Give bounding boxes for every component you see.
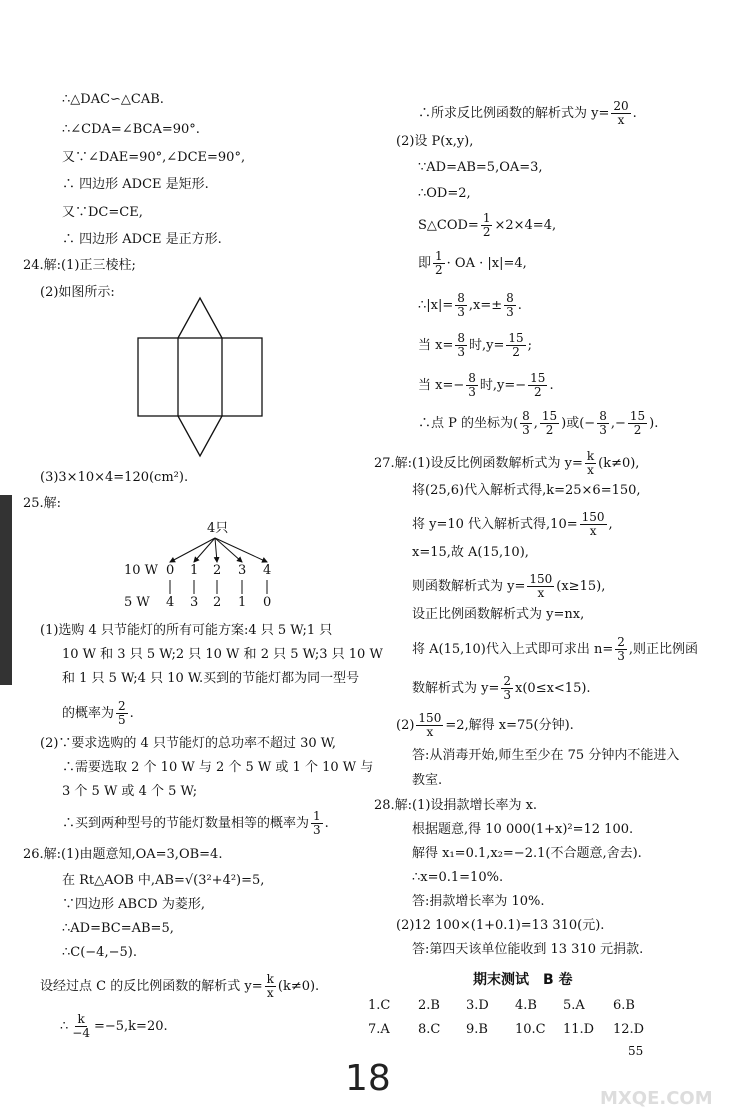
handwritten-number: 18 (345, 1058, 391, 1099)
answer-key: 11.D (563, 1022, 595, 1037)
text-line: 将(25,6)代入解析式得,k=25×6=150, (412, 483, 641, 498)
text-line: 设经过点 C 的反比例函数的解析式 y= $\frac{k}{x}$ (k≠0). (40, 972, 320, 1000)
text-line: ∴|x|= $\frac{8}{3}$ ,x=± $\frac{8}{3}$ . (418, 291, 522, 319)
text-line: 10 W 和 3 只 5 W;2 只 10 W 和 2 只 5 W;3 只 10 W (62, 647, 383, 662)
tree-row-label: 10 W (124, 563, 159, 578)
text-line: ∴需要选取 2 个 10 W 与 2 个 5 W 或 1 个 10 W 与 (62, 760, 374, 775)
page-number: 55 (628, 1044, 644, 1058)
text-line: 将 A(15,10)代入上式即可求出 n= $\frac{2}{3}$ ,则正比例函 (412, 635, 699, 663)
text-line: (2)设 P(x,y), (396, 134, 474, 149)
text-line: 数解析式为 y= $\frac{2}{3}$ x(0≤x<15). (412, 674, 591, 702)
text-line: ∴点 P 的坐标为( $\frac{8}{3}$ , $\frac{15}{2}$ )或(− $\frac{8}{3}$ ,− $\frac{15}{2}$ ). (418, 409, 659, 437)
answer-key: 3.D (466, 998, 489, 1013)
text-line: ∴C(−4,−5). (62, 945, 137, 960)
text-line: ∴∠CDA=∠BCA=90°. (62, 122, 200, 137)
prism-net-figure (130, 290, 270, 465)
text-line: ∴x=0.1=10%. (412, 870, 504, 885)
text-line: (2)∵要求选购的 4 只节能灯的总功率不超过 30 W, (40, 736, 336, 751)
answer-key: 9.B (466, 1022, 488, 1037)
tree-value: 0 (263, 595, 272, 610)
text-line: 设正比例函数解析式为 y=nx, (412, 607, 585, 622)
tree-value: 4 (263, 563, 272, 578)
text-line: S△COD= $\frac{1}{2}$ ×2×4=4, (418, 211, 557, 239)
text-line: ∴ 四边形 ADCE 是矩形. (62, 177, 209, 192)
text-line: 答:从消毒开始,师生至少在 75 分钟内不能进入 (412, 748, 680, 763)
scan-edge (0, 495, 12, 685)
answer-key: 10.C (515, 1022, 546, 1037)
answer-key: 7.A (368, 1022, 390, 1037)
q25-answer: 25.解: (23, 496, 62, 511)
text-line: (3)3×10×4=120(cm²). (40, 470, 189, 485)
text-line: 又∵DC=CE, (62, 205, 143, 220)
text-line: 的概率为 $\frac{2}{5}$ . (62, 699, 134, 727)
q24-answer: 24.解:(1)正三棱柱; (23, 258, 136, 273)
text-line: ∵AD=AB=5,OA=3, (418, 160, 543, 175)
text-line: (1)选购 4 只节能灯的所有可能方案:4 只 5 W;1 只 (40, 623, 333, 638)
answer-key: 4.B (515, 998, 537, 1013)
text-line: 将 y=10 代入解析式得,10= $\frac{150}{x}$ , (412, 510, 613, 538)
q27-answer: 27.解:(1)设反比例函数解析式为 y= $\frac{k}{x}$ (k≠0), (374, 449, 640, 477)
tree-value: 3 (190, 595, 199, 610)
text-line: ∴ $\frac{k}{-4}$ =−5,k=20. (60, 1012, 168, 1040)
answer-key: 6.B (613, 998, 635, 1013)
text-line: ∴买到两种型号的节能灯数量相等的概率为 $\frac{1}{3}$ . (62, 809, 329, 837)
text-line: 答:第四天该单位能收到 13 310 元捐款. (412, 942, 644, 957)
tree-row-label: 5 W (124, 595, 150, 610)
text-line: 则函数解析式为 y= $\frac{150}{x}$ (x≥15), (412, 572, 606, 600)
text-line: 3 个 5 W 或 4 个 5 W; (62, 784, 198, 799)
text-line: ∴OD=2, (418, 186, 471, 201)
tree-value: 3 (238, 563, 247, 578)
text-line: ∴△DAC∽△CAB. (62, 92, 164, 107)
tree-value: 4 (166, 595, 175, 610)
text-line: 教室. (412, 773, 443, 788)
text-line: 和 1 只 5 W;4 只 10 W.买到的节能灯都为同一型号 (62, 671, 360, 686)
text-line: 即 $\frac{1}{2}$ · OA · |x|=4, (418, 249, 527, 277)
text-line: 在 Rt△AOB 中,AB=√(3²+4²)=5, (62, 873, 265, 888)
answer-key: 12.D (613, 1022, 645, 1037)
tree-root: 4只 (207, 521, 229, 536)
answer-key: 5.A (563, 998, 585, 1013)
tree-value: 2 (213, 595, 222, 610)
q26-answer: 26.解:(1)由题意知,OA=3,OB=4. (23, 847, 223, 862)
text-line: 当 x= $\frac{8}{3}$ 时,y= $\frac{15}{2}$ ; (418, 331, 533, 359)
q28-answer: 28.解:(1)设捐款增长率为 x. (374, 798, 538, 813)
text-line: ∴ 四边形 ADCE 是正方形. (62, 232, 222, 247)
text-line: ∴所求反比例函数的解析式为 y= $\frac{20}{x}$ . (418, 99, 637, 127)
answer-key: 1.C (368, 998, 391, 1013)
text-line: x=15,故 A(15,10), (412, 545, 529, 560)
watermark: MXQE.COM (600, 1088, 713, 1109)
text-line: (2)如图所示: (40, 285, 115, 300)
text-line: (2)12 100×(1+0.1)=13 310(元). (396, 918, 605, 933)
section-heading: 期末测试 B 卷 (473, 972, 573, 988)
tree-value: 0 (166, 563, 175, 578)
answer-key: 2.B (418, 998, 440, 1013)
tree-value: 2 (213, 563, 222, 578)
answer-key: 8.C (418, 1022, 441, 1037)
tree-connectors (160, 579, 280, 595)
text-line: 根据题意,得 10 000(1+x)²=12 100. (412, 822, 634, 837)
tree-value: 1 (190, 563, 199, 578)
text-line: 又∵∠DAE=90°,∠DCE=90°, (62, 150, 246, 165)
text-line: 解得 x₁=0.1,x₂=−2.1(不合题意,舍去). (412, 846, 642, 861)
tree-arrows (150, 536, 290, 566)
text-line: ∴AD=BC=AB=5, (62, 921, 174, 936)
tree-value: 1 (238, 595, 247, 610)
text-line: 答:捐款增长率为 10%. (412, 894, 545, 909)
text-line: 当 x=− $\frac{8}{3}$ 时,y=− $\frac{15}{2}$ . (418, 371, 554, 399)
text-line: ∵四边形 ABCD 为菱形, (62, 897, 205, 912)
text-line: (2) $\frac{150}{x}$ =2,解得 x=75(分钟). (396, 711, 574, 739)
